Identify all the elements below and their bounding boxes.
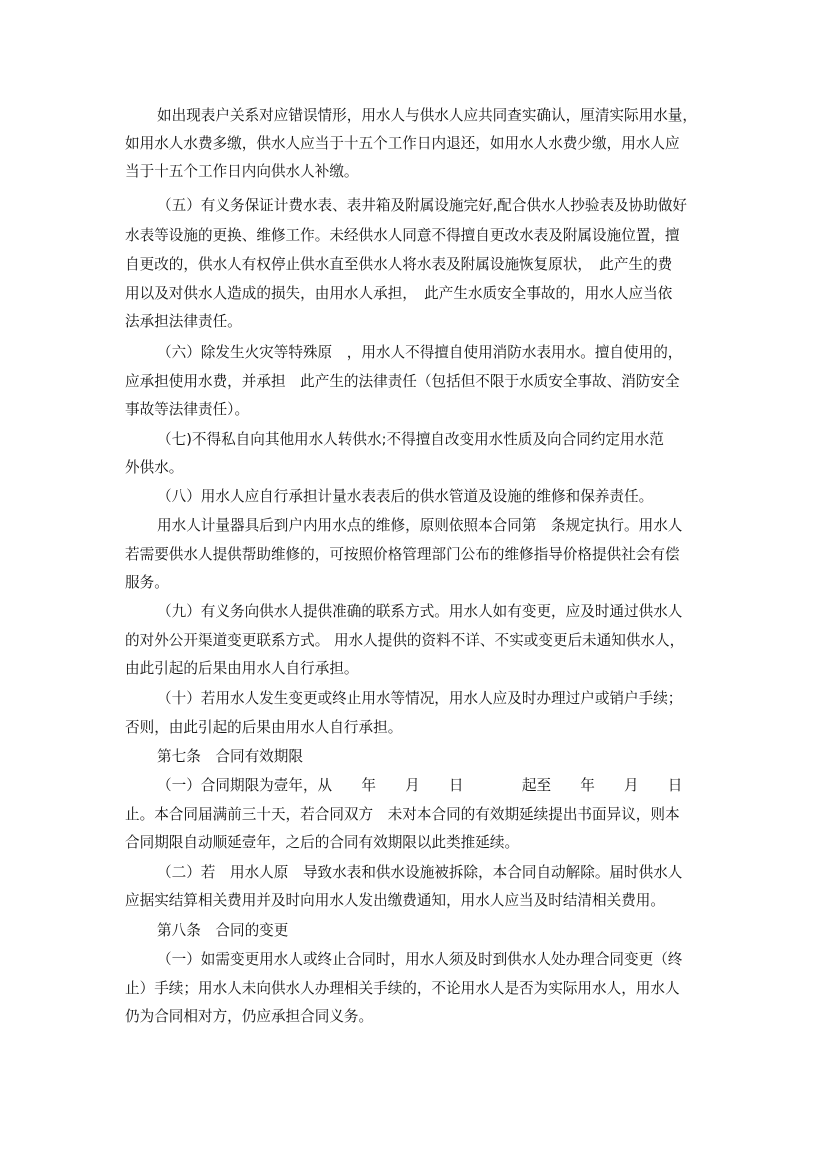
paragraph-line: 水表等设施的更换、维修工作。未经供水人同意不得擅自更改水表及附属设施位置，擅 — [125, 227, 680, 244]
paragraph-line: 外供水。 — [125, 459, 184, 476]
paragraph-line: 法承担法律责任。 — [125, 313, 242, 330]
paragraph-line: 事故等法律责任）。 — [125, 401, 250, 418]
paragraph-line: （一）合同期限为壹年，从 年 月 日 起至 年 月 日 — [157, 777, 683, 794]
paragraph-line: （九）有义务向供水人提供准确的联系方式。用水人如有变更，应及时通过供水人 — [157, 603, 683, 620]
paragraph-line: 用以及对供水人造成的损失，由用水人承担， 此产生水质安全事故的，用水人应当依 — [125, 285, 673, 302]
paragraph-line: 自更改的，供水人有权停止供水直至供水人将水表及附属设施恢复原状， 此产生的费 — [125, 256, 673, 273]
section-heading: 第八条 合同的变更 — [157, 922, 289, 939]
paragraph-line: 由此引起的后果由用水人自行承担。 — [125, 660, 359, 677]
paragraph-line: （一）如需变更用水人或终止合同时，用水人须及时到供水人处办理合同变更（终 — [157, 951, 683, 968]
paragraph-line: 若需要供水人提供帮助维修的，可按照价格管理部门公布的维修指导价格提供社会有偿 — [125, 546, 680, 563]
paragraph-line: 如用水人水费多缴，供水人应当于十五个工作日内退还，如用水人水费少缴，用水人应 — [125, 135, 680, 152]
paragraph-line: （二）若 用水人原 导致水表和供水设施被拆除，本合同自动解除。届时供水人 — [157, 864, 683, 881]
paragraph-line: 当于十五个工作日内向供水人补缴。 — [125, 163, 359, 180]
paragraph-line: 应据实结算相关费用并及时向用水人发出缴费通知，用水人应当及时结清相关费用。 — [125, 892, 665, 909]
paragraph-line: （七)不得私自向其他用水人转供水;不得擅自改变用水性质及向合同约定用水范 — [157, 431, 664, 448]
paragraph-line: 否则，由此引起的后果由用水人自行承担。 — [125, 719, 403, 736]
paragraph-line: 仍为合同相对方，仍应承担合同义务。 — [125, 1008, 374, 1025]
paragraph-line: 合同期限自动顺延壹年，之后的合同有效期限以此类推延续。 — [125, 834, 520, 851]
paragraph-line: 用水人计量器具后到户内用水点的维修，原则依照本合同第 条规定执行。用水人 — [157, 517, 683, 534]
paragraph-line: 止）手续；用水人未向供水人办理相关手续的，不论用水人是否为实际用水人，用水人 — [125, 980, 680, 997]
paragraph-line: 的对外公开渠道变更联系方式。 用水人提供的资料不详、不实或变更后未通知供水人， — [125, 632, 685, 649]
paragraph-line: 服务。 — [125, 574, 169, 591]
paragraph-line: （六）除发生火灾等特殊原 ，用水人不得擅自使用消防水表用水。擅自使用的， — [157, 344, 683, 361]
section-heading: 第七条 合同有效期限 — [157, 748, 303, 765]
paragraph-line: 如出现表户关系对应错误情形，用水人与供水人应共同查实确认，厘清实际用水量， — [157, 107, 697, 124]
paragraph-line: （五）有义务保证计费水表、表井箱及附属设施完好,配合供水人抄验表及协助做好 — [157, 197, 688, 214]
paragraph-line: 止。本合同届满前三十天，若合同双方 未对本合同的有效期延续提出书面异议，则本 — [125, 806, 680, 823]
paragraph-line: （十）若用水人发生变更或终止用水等情况，用水人应及时办理过户或销户手续； — [157, 690, 683, 707]
paragraph-line: 应承担使用水费，并承担 此产生的法律责任（包括但不限于水质安全事故、消防安全 — [125, 373, 680, 390]
paragraph-line: （八）用水人应自行承担计量水表表后的供水管道及设施的维修和保养责任。 — [157, 488, 654, 505]
